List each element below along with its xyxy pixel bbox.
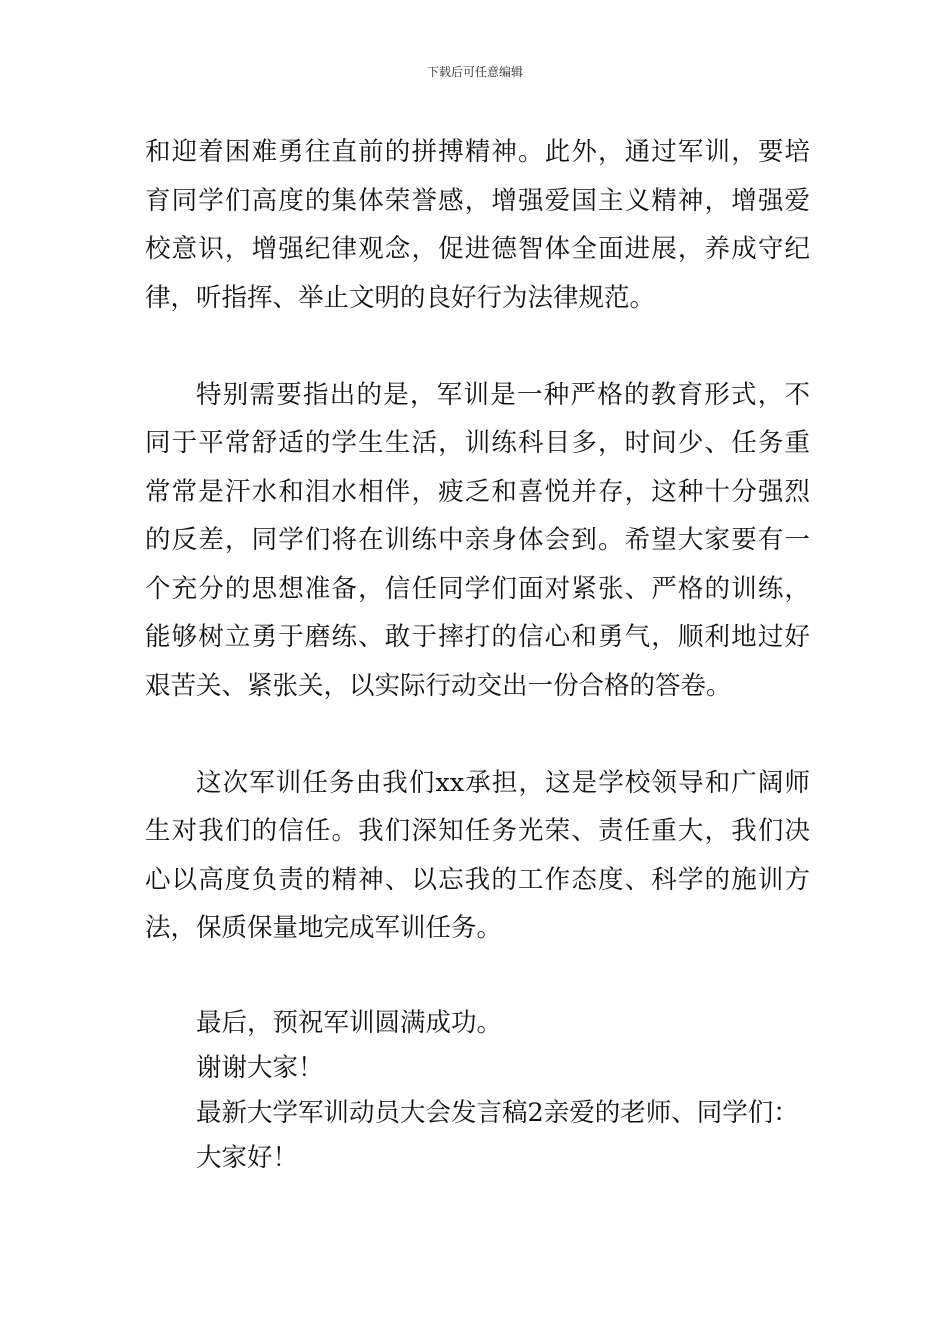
- paragraph: [145, 759, 810, 953]
- text-line: 同于平常舒适的学生生活，训练科目多，时间少、任务重: [145, 428, 810, 458]
- text-line: 特别需要指出的是，军训是一种严格的教育形式，不: [196, 379, 810, 410]
- text-line: 生对我们的信任。我们深知任务光荣、责任重大，我们决: [145, 816, 810, 846]
- text-line: 的反差，同学们将在训练中亲身体会到。希望大家要有一: [145, 525, 810, 555]
- text-line: 艰苦关、紧张关，以实际行动交出一份合格的答卷。: [145, 670, 732, 701]
- paragraph: [145, 371, 810, 711]
- closing-block: [145, 1001, 810, 1181]
- closing-line: 最新大学军训动员大会发言稿2亲爱的老师、同学们：: [196, 1098, 799, 1128]
- text-line: 法，保质保量地完成军训任务。: [145, 913, 503, 943]
- paragraph-gap: [145, 953, 810, 1002]
- text-line: 常常是汗水和泪水相伴，疲乏和喜悦并存，这种十分强烈: [145, 476, 810, 507]
- text-line: 育同学们高度的集体荣誉感，增强爱国主义精神，增强爱: [145, 185, 810, 216]
- document-body: [145, 128, 810, 1181]
- page-header: 下载后可任意编辑: [426, 65, 523, 79]
- text-line: 心以高度负责的精神、以忘我的工作态度、科学的施训方: [145, 864, 810, 895]
- text-line: 能够树立勇于磨练、敢于摔打的信心和勇气，顺利地过好: [145, 622, 810, 652]
- text-line: 校意识，增强纪律观念，促进德智体全面进展，养成守纪: [145, 234, 810, 264]
- text-line: 和迎着困难勇往直前的拼搏精神。此外，通过军训，要培: [145, 137, 810, 167]
- paragraph-gap: [145, 322, 810, 371]
- text-line: 个充分的思想准备，信任同学们面对紧张、严格的训练，: [145, 573, 810, 604]
- paragraph: [145, 128, 810, 322]
- closing-line: 大家好！: [196, 1143, 299, 1173]
- text-line: 律，听指挥、举止文明的良好行为法律规范。: [145, 282, 656, 313]
- paragraph-gap: [145, 710, 810, 759]
- closing-line: 最后，预祝军训圆满成功。: [196, 1008, 503, 1038]
- closing-line: 谢谢大家！: [196, 1053, 324, 1083]
- text-line: 这次军训任务由我们xx承担，这是学校领导和广阔师: [196, 767, 810, 798]
